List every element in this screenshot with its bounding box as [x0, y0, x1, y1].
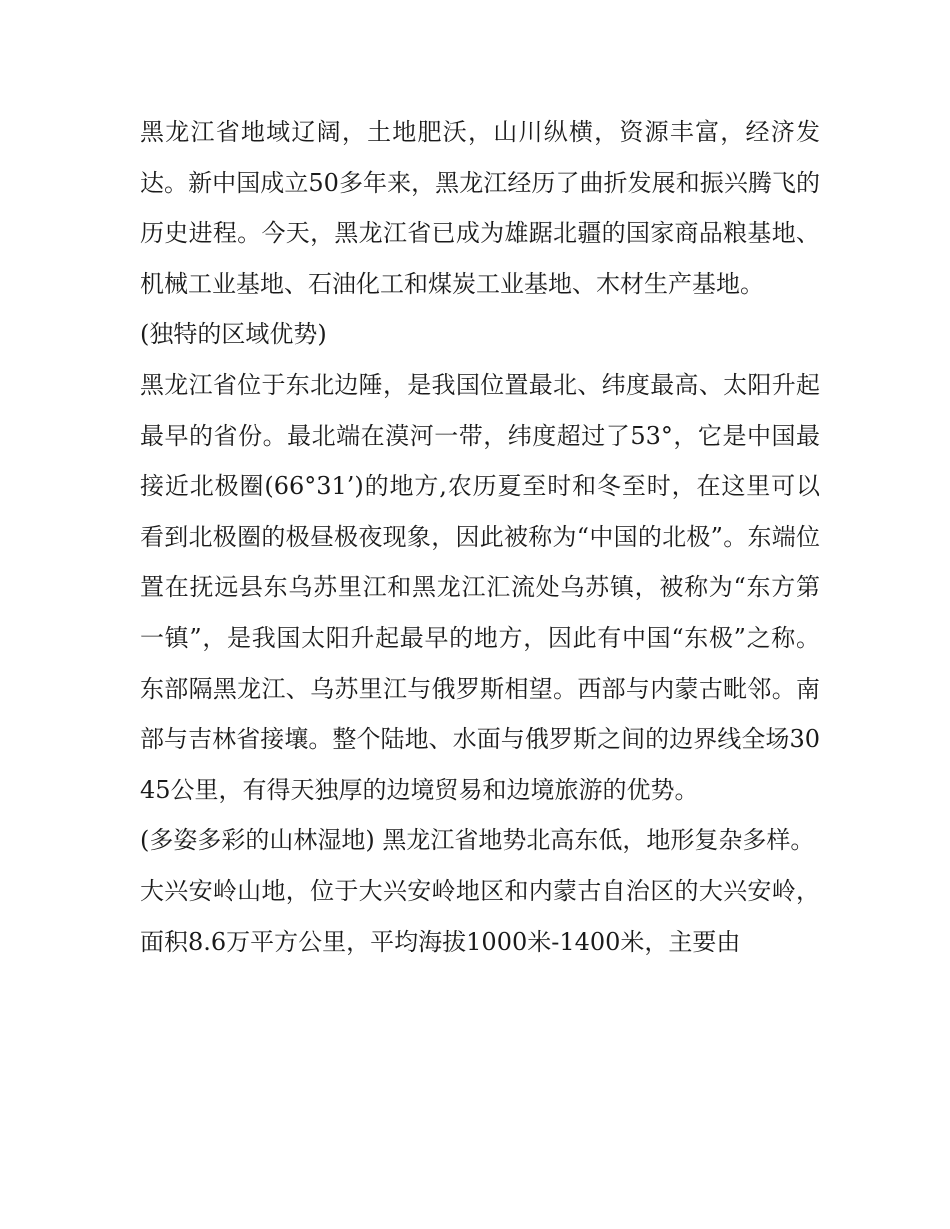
section-heading-regional-advantage: (独特的区域优势): [140, 320, 327, 349]
paragraph-geography: 黑龙江省位于东北边陲，是我国位置最北、纬度最高、太阳升起最早的省份。最北端在漠河一带，纬度超过了53°，它是中国最接近北极圈(66°31’)的地方,农历夏至时和冬至时，在这里可以看到北极圈的极昼极夜现象，因此被称为“中国的北极”。东端位置在抚远县东乌苏里江和黑龙江汇流处乌苏镇，被称为“东方第一镇”，是我国太阳升起最早的地方，因此有中国“东极”之称。东部隔黑龙江、乌苏里江与俄罗斯相望。西部与内蒙古毗邻。南部与吉林省接壤。整个陆地、水面与俄罗斯之间的边界线全场3045公里，有得天独厚的边境贸易和边境旅游的优势。: [140, 370, 820, 804]
paragraph-intro: 黑龙江省地域辽阔，土地肥沃，山川纵横，资源丰富，经济发达。新中国成立50多年来，黑龙江经历了曲折发展和振兴腾飞的历史进程。今天，黑龙江省已成为雄踞北疆的国家商品粮基地、机械工业基地、石油化工和煤炭工业基地、木材生产基地。: [140, 118, 820, 298]
paragraph-daxinganling: 大兴安岭山地，位于大兴安岭地区和内蒙古自治区的大兴安岭，面积8.6万平方公里，平均海拔1000米-1400米，主要由: [140, 876, 820, 956]
document-body: [140, 107, 820, 967]
section-heading-mountains-wetlands: (多姿多彩的山林湿地) 黑龙江省地势北高东低，地形复杂多样。: [140, 826, 815, 855]
